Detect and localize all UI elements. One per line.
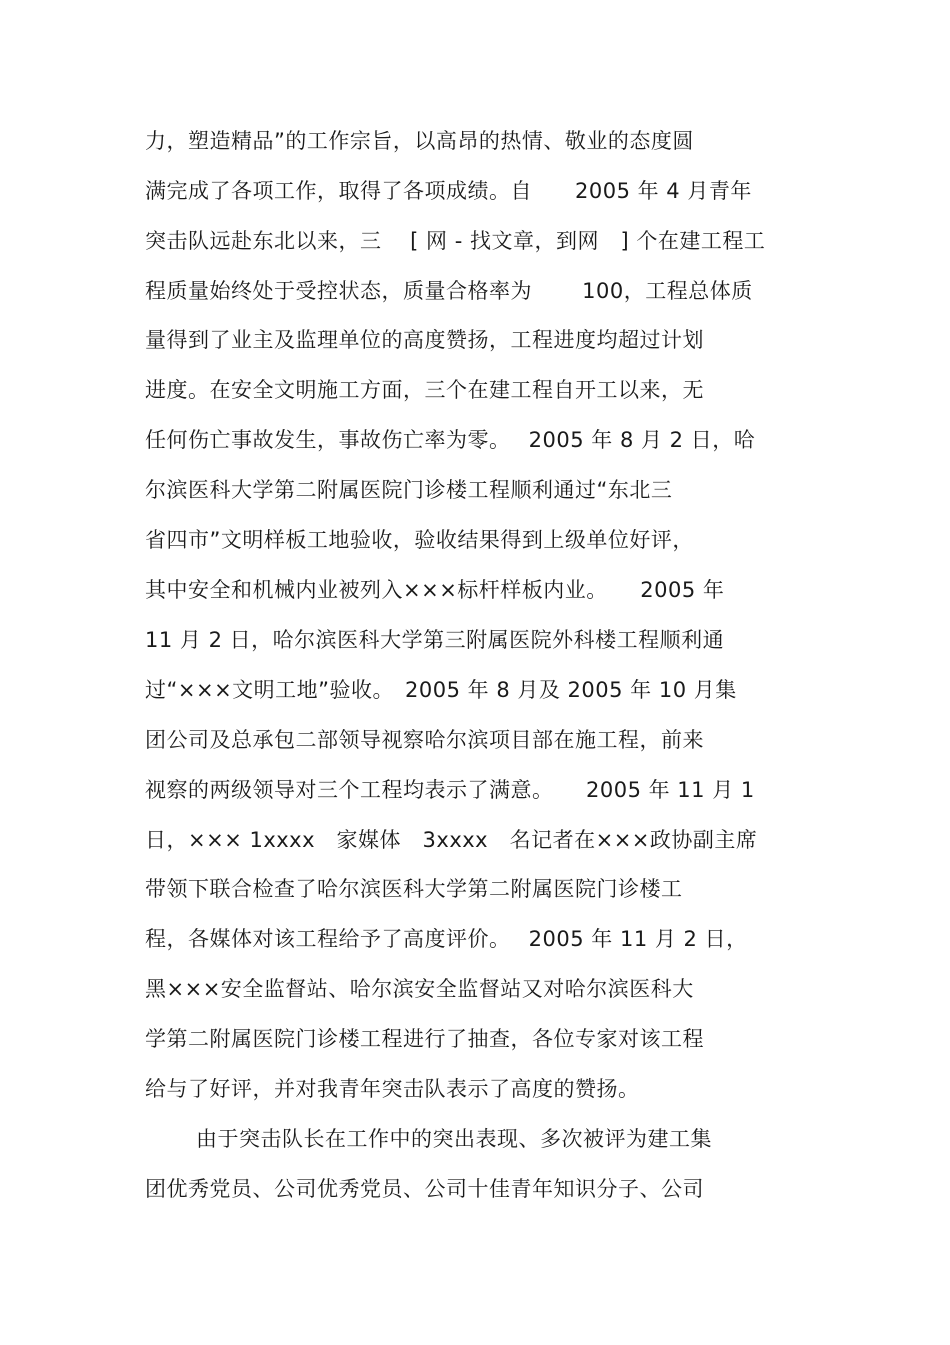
text-line: 力，塑造精品”的工作宗旨，以高昂的热情、敬业的态度圆 [145,129,694,153]
text-line: 团优秀党员、公司优秀党员、公司十佳青年知识分子、公司 [145,1177,704,1201]
text-line: 团公司及总承包二部领导视察哈尔滨项目部在施工程，前来 [145,728,704,752]
text-line: 带领下联合检查了哈尔滨医科大学第二附属医院门诊楼工 [145,877,683,901]
text-line: 11 月 2 日，哈尔滨医科大学第三附属医院外科楼工程顺利通 [145,628,725,652]
text-line: 学第二附属医院门诊楼工程进行了抽查，各位专家对该工程 [145,1027,704,1051]
text-line: 量得到了业主及监理单位的高度赞扬，工程进度均超过计划 [145,328,704,352]
text-line: 黑×××安全监督站、哈尔滨安全监督站又对哈尔滨医科大 [145,977,694,1001]
paragraph-first-line: 由于突击队长在工作中的突出表现、多次被评为建工集 [196,1127,712,1151]
text-line: 其中安全和机械内业被列入×××标杆样板内业。 2005 年 [145,578,725,602]
text-line: 进度。在安全文明施工方面，三个在建工程自开工以来，无 [145,378,704,402]
text-line: 任何伤亡事故发生，事故伤亡率为零。 2005 年 8 月 2 日，哈 [145,428,756,452]
text-line: 视察的两级领导对三个工程均表示了满意。 2005 年 11 月 1 [145,778,755,802]
text-line: 程质量始终处于受控状态，质量合格率为 100，工程总体质 [145,279,753,303]
text-line: 突击队远赴东北以来，三 [ 网 - 找文章，到网 ] 个在建工程工 [145,229,766,253]
text-line: 给与了好评，并对我青年突击队表示了高度的赞扬。 [145,1077,640,1101]
text-line: 省四市”文明样板工地验收，验收结果得到上级单位好评， [145,528,694,552]
text-line: 尔滨医科大学第二附属医院门诊楼工程顺利通过“东北三 [145,478,673,502]
text-line: 过“×××文明工地”验收。 2005 年 8 月及 2005 年 10 月集 [145,678,737,702]
text-line: 程，各媒体对该工程给予了高度评价。 2005 年 11 月 2 日， [145,927,748,951]
text-line: 日，××× 1xxxx 家媒体 3xxxx 名记者在×××政协副主席 [145,828,758,852]
text-line: 满完成了各项工作，取得了各项成绩。自 2005 年 4 月青年 [145,179,752,203]
